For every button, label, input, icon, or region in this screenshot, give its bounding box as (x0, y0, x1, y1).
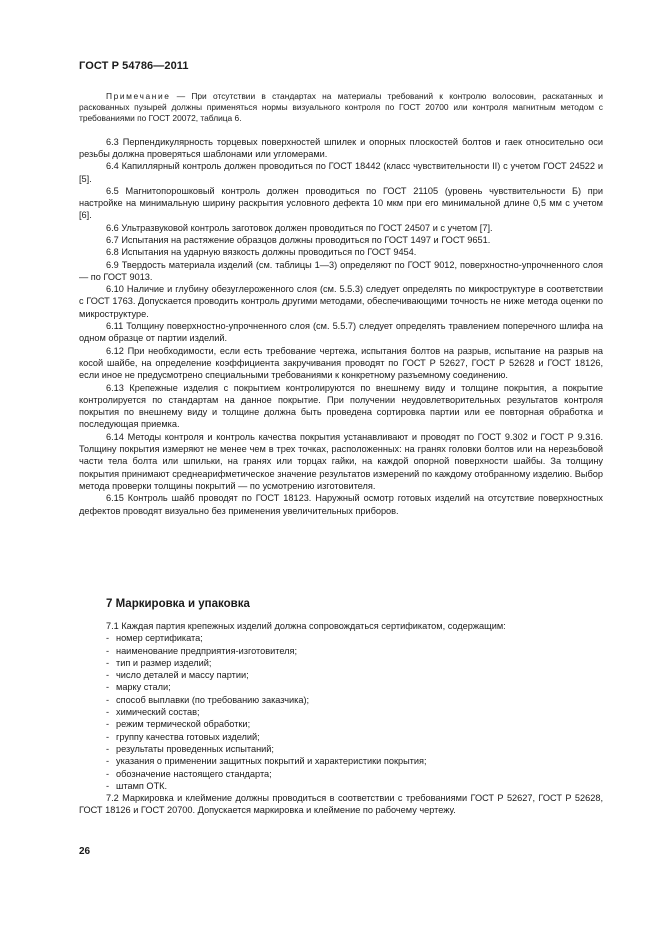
list-item (106, 768, 603, 780)
paragraph-7-2: 7.2 Маркировка и клеймение должны проводиться в соответствии с требованиями ГОСТ Р 52627, ГОСТ Р 52628, ГОСТ 18126 и ГОСТ 20700. Допускается маркировка и клеймение по рабочему чертежу. (79, 793, 603, 816)
list-item (106, 755, 603, 767)
list-item-text: группу качества готовых изделий; (116, 731, 260, 742)
list-item-text: номер сертификата; (116, 633, 203, 644)
list-dash: - (106, 756, 110, 767)
list-item (106, 632, 603, 644)
list-item-text: способ выплавки (по требованию заказчика); (116, 694, 310, 705)
list-item-text: наименование предприятия-изготовителя; (116, 645, 298, 656)
list-item (106, 657, 603, 669)
list-item-text: результаты проведенных испытаний; (116, 743, 274, 754)
document-header: ГОСТ Р 54786—2011 (79, 60, 189, 72)
document-body (79, 91, 603, 517)
paragraph-6-9: 6.9 Твердость материала изделий (см. таблицы 1—3) определяют по ГОСТ 9012, поверхностно-упрочненного слоя — по ГОСТ 9013. (79, 259, 603, 282)
list-item (106, 669, 603, 681)
page-number: 26 (79, 846, 91, 857)
list-item-text: число деталей и массу партии; (116, 670, 249, 681)
paragraph-6-12: 6.12 При необходимости, если есть требование чертежа, испытания болтов на разрыв, испытание на разрыв на косой шайбе, на определение коэффициента закручивания проводят по ГОСТ Р 52627, ГОСТ Р 52628 и ГОСТ 18126, если иное не предусмотрено специальными требованиями к конкретному разъемному соединению. (79, 345, 603, 381)
list-dash: - (106, 768, 110, 779)
list-dash: - (106, 743, 110, 754)
list-item (106, 694, 603, 706)
paragraph-6-7: 6.7 Испытания на растяжение образцов должны проводиться по ГОСТ 1497 и ГОСТ 9651. (106, 234, 491, 245)
paragraph-6-6: 6.6 Ультразвуковой контроль заготовок должен проводиться по ГОСТ 24507 и с учетом [7]. (106, 222, 493, 233)
list-item (106, 706, 603, 718)
note-paragraph (79, 91, 603, 125)
paragraph-6-3: 6.3 Перпендикулярность торцевых поверхностей шпилек и опорных плоскостей болтов и гаек относительно оси резьбы должна проверяться шаблонами или угломерами. (79, 136, 603, 159)
paragraph-6-13: 6.13 Крепежные изделия с покрытием контролируются по внешнему виду и толщине покрытия, а покрытие контролируется по стандартам на данное покрытие. При получении неудовлетворительных результатов контроля покрытия по внешнему виду и толщине должна быть проведена сортировка партии или ее повторная обработка и последующая приемка. (79, 382, 603, 430)
paragraph-6-11: 6.11 Толщину поверхностно-упрочненного слоя (см. 5.5.7) следует определять травлением поперечного шлифа на одном образце от партии изделий. (79, 321, 603, 344)
paragraph-6-14: 6.14 Методы контроля и контроль качества покрытия устанавливают и проводят по ГОСТ 9.302 и ГОСТ Р 9.316. Толщину покрытия измеряют не менее чем в трех точках, расположенных: на гранях головки болтов или на нерезьбовой части тела болта или шпильки, на гранях или торцах гайки, на каждой опорной поверхности шайбы. За толщину покрытия принимают среднеарифметическое значение результатов измерений по каждому отобранному изделию. Выбор метода проверки толщины покрытий — по усмотрению изготовителя. (79, 431, 603, 491)
list-item (106, 681, 603, 693)
list-item-text: штамп ОТК. (116, 780, 168, 791)
list-item (106, 731, 603, 743)
paragraph-6-4: 6.4 Капиллярный контроль должен проводиться по ГОСТ 18442 (класс чувствительности II) с учетом ГОСТ 24522 и [5]. (79, 161, 603, 184)
list-dash: - (106, 731, 110, 742)
list-dash: - (106, 694, 110, 705)
list-item (106, 780, 603, 792)
paragraph-6-10: 6.10 Наличие и глубину обезуглероженного слоя (см. 5.5.3) следует определять по микроструктуре в соответствии с ГОСТ 1763. Допускается проводить контроль другими методами, обеспечивающими точность не ниже метода оценки по микроструктуре. (79, 284, 603, 319)
section-7-title: 7 Маркировка и упаковка (106, 598, 250, 610)
paragraph-6-15: 6.15 Контроль шайб проводят по ГОСТ 18123. Наружный осмотр готовых изделий на отсутствие поверхностных дефектов проводят визуально без применения увеличительных приборов. (79, 493, 603, 516)
list-item-text: режим термической обработки; (116, 719, 251, 730)
list-dash: - (106, 633, 110, 644)
list-dash: - (106, 670, 110, 681)
list-dash: - (106, 657, 110, 668)
note-label: Примечание (106, 91, 171, 101)
list-item-text: химический состав; (116, 707, 200, 718)
paragraph-6-8: 6.8 Испытания на ударную вязкость должны проводиться по ГОСТ 9454. (106, 247, 417, 258)
list-item (106, 743, 603, 755)
paragraph-7-1: 7.1 Каждая партия крепежных изделий должна сопровождаться сертификатом, содержащим: (106, 621, 506, 631)
list-item (106, 645, 603, 657)
list-item-text: марку стали; (116, 682, 171, 693)
list-dash: - (106, 707, 110, 718)
list-item-text: обозначение настоящего стандарта; (116, 768, 272, 779)
certificate-contents-list (79, 632, 603, 792)
list-dash: - (106, 645, 110, 656)
list-item (106, 718, 603, 730)
list-item-text: тип и размер изделий; (116, 657, 212, 668)
list-dash: - (106, 682, 110, 693)
paragraph-6-5: 6.5 Магнитопорошковый контроль должен проводиться по ГОСТ 21105 (уровень чувствительности Б) при настройке на минимальную ширину раскрытия условного дефекта 10 мкм при его минимальной длине 0,5 мм с учетом [6]. (79, 185, 603, 221)
list-dash: - (106, 719, 110, 730)
note-text: — При отсутствии в стандартах на материалы требований к контролю волосовин, раскатанных и раскованных пузырей должны применяться нормы визуального контроля по ГОСТ 20700 или контроля магнитным методом с требованиями по ГОСТ 20072, таблица 6. (79, 91, 603, 124)
section-7-body (79, 620, 603, 817)
list-item-text: указания о применении защитных покрытий и характеристики покрытия; (116, 756, 427, 767)
list-dash: - (106, 780, 110, 791)
